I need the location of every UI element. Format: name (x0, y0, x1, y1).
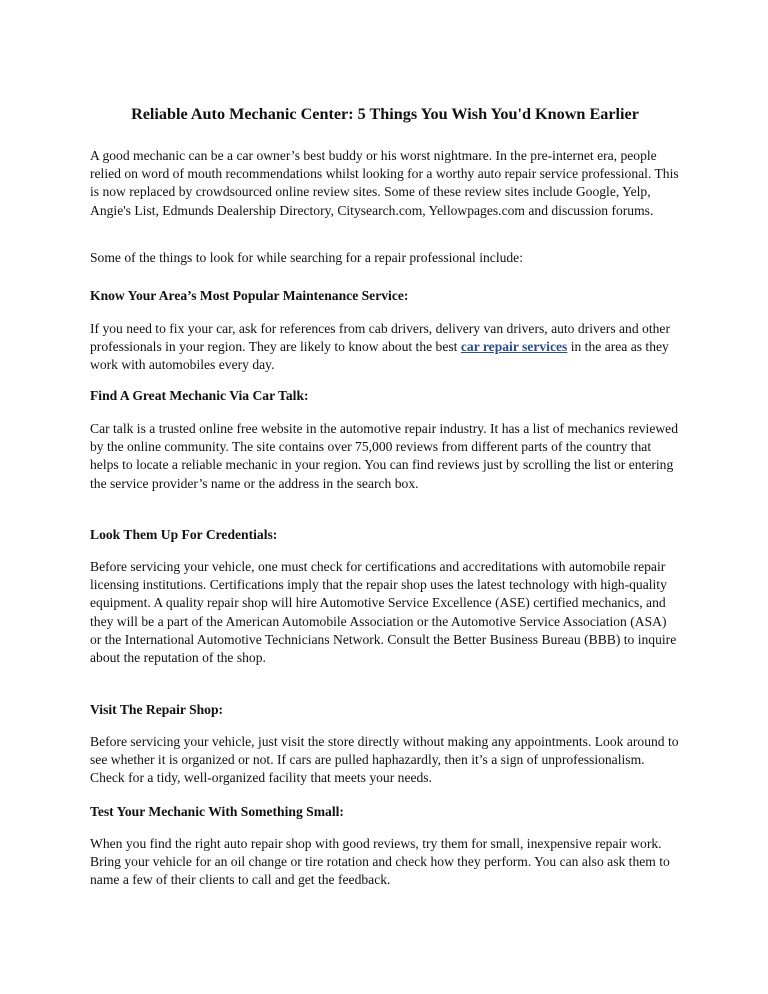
lead-in-paragraph: Some of the things to look for while searching for a repair professional include: (90, 250, 523, 265)
intro-paragraph: A good mechanic can be a car owner’s best buddy or his worst nightmare. In the pre-internet era, people relied on word of mouth recommendations whilst looking for a worthy auto repair service professional. This is now replaced by crowdsourced online review sites. Some of these review sites include Google, Yelp, Angie's List, Edmunds Dealership Directory, Citysearch.com, Yellowpages.com and discussion forums. (90, 148, 679, 218)
section-heading-test-mechanic: Test Your Mechanic With Something Small: (90, 804, 344, 819)
car-repair-services-link[interactable]: car repair services (460, 339, 568, 355)
section-heading-car-talk: Find A Great Mechanic Via Car Talk: (90, 388, 309, 403)
section-body-maintenance-text: If you need to fix your car, ask for references from cab drivers, delivery van drivers, auto drivers and other professionals in your region. They are likely to know about the best (90, 321, 670, 355)
section-heading-credentials: Look Them Up For Credentials: (90, 527, 278, 542)
section-body-car-talk: Car talk is a trusted online free website in the automotive repair industry. It has a list of mechanics reviewed by the online community. The site contains over 75,000 reviews from different parts of the country that helps to locate a reliable mechanic in your region. You can find reviews just by scrolling the list or entering the service provider’s name or the address in the search box. (90, 421, 678, 491)
section-body-maintenance (90, 320, 680, 375)
section-body-maintenance-text-end: in the area as they work with automobiles every day. (90, 339, 669, 373)
document-title: Reliable Auto Mechanic Center: 5 Things You Wish You'd Known Earlier (131, 105, 639, 123)
section-body-visit-shop: Before servicing your vehicle, just visit the store directly without making any appointments. Look around to see whether it is organized or not. If cars are pulled haphazardly, then it’s a sign of unprofessionalism. Check for a tidy, well-organized facility that meets your needs. (90, 734, 679, 786)
section-heading-maintenance: Know Your Area’s Most Popular Maintenance Service: (90, 288, 409, 303)
section-body-credentials: Before servicing your vehicle, one must check for certifications and accreditations with automobile repair licensing institutions. Certifications imply that the repair shop uses the latest technology with high-quality equipment. A quality repair shop will hire Automotive Service Excellence (ASE) certified mechanics, and they will be a part of the American Automobile Association or the Automotive Service Association (ASA) or the International Automotive Technicians Network. Consult the Better Business Bureau (BBB) to inquire about the reputation of the shop. (90, 559, 677, 666)
section-heading-visit-shop: Visit The Repair Shop: (90, 702, 224, 717)
section-body-test-mechanic: When you find the right auto repair shop with good reviews, try them for small, inexpensive repair work. Bring your vehicle for an oil change or tire rotation and check how they perform. You can also ask them to name a few of their clients to call and get the feedback. (90, 836, 670, 888)
